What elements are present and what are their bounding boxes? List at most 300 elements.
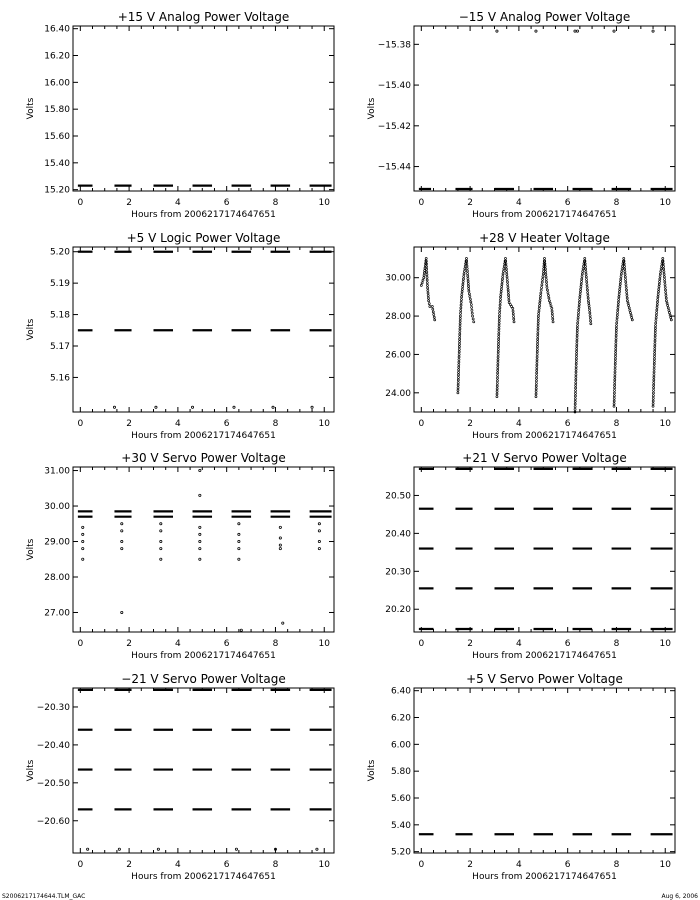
data-point [498, 315, 500, 317]
data-point [670, 317, 672, 319]
data-point [121, 540, 123, 542]
data-point [498, 325, 500, 327]
x-tick-label: 0 [77, 860, 84, 870]
data-series-3 [496, 258, 515, 398]
data-point [535, 385, 537, 387]
data-series-7 [652, 258, 672, 408]
data-point [653, 376, 655, 378]
data-point [240, 629, 242, 631]
y-tick-label: 16.40 [44, 24, 70, 35]
data-point [87, 848, 89, 850]
data-point [199, 494, 201, 496]
x-tick-label: 4 [175, 419, 181, 429]
data-point [501, 278, 503, 280]
data-point [498, 330, 500, 332]
data-point [513, 315, 515, 317]
data-point [587, 292, 589, 294]
data-point [497, 369, 499, 371]
data-point [614, 360, 616, 362]
data-point [82, 558, 84, 560]
data-point [620, 273, 622, 275]
data-point [588, 302, 590, 304]
data-point [121, 611, 123, 613]
x-tick-label: 6 [223, 419, 230, 429]
y-tick-label: −20.40 [36, 740, 70, 751]
data-point [656, 306, 658, 308]
data-point [576, 332, 578, 334]
data-point [670, 319, 672, 321]
data-point [615, 343, 617, 345]
data-point [615, 350, 617, 352]
data-point [545, 278, 547, 280]
data-point [498, 328, 500, 330]
data-point [614, 371, 616, 373]
data-point [460, 304, 462, 306]
x-axis-label: Hours from 2006217174647651 [131, 210, 276, 220]
data-point [657, 293, 659, 295]
data-point [654, 332, 656, 334]
data-point [535, 396, 537, 398]
x-tick-label: 2 [126, 639, 132, 649]
data-point [589, 317, 591, 319]
data-point [666, 302, 668, 304]
data-point [497, 353, 499, 355]
data-point [459, 338, 461, 340]
data-point [657, 291, 659, 293]
data-point [82, 526, 84, 528]
data-point [459, 341, 461, 343]
data-point [537, 318, 539, 320]
data-point [653, 387, 655, 389]
x-axis-label: Hours from 2006217174647651 [131, 651, 276, 661]
y-tick-label: 5.20 [390, 847, 411, 858]
y-axis-label: Volts [26, 759, 36, 782]
data-point [542, 273, 544, 275]
data-point [552, 315, 554, 317]
x-tick-label: 0 [77, 198, 84, 208]
data-point [428, 300, 430, 302]
data-point [660, 270, 662, 272]
data-point [545, 273, 547, 275]
data-series-2 [496, 30, 654, 32]
data-series-4 [535, 258, 554, 398]
data-point [618, 296, 620, 298]
data-point [653, 371, 655, 373]
data-point [318, 548, 320, 550]
data-point [498, 338, 500, 340]
data-point [426, 279, 428, 281]
data-point [584, 265, 586, 267]
data-point [539, 302, 541, 304]
data-point [466, 268, 468, 270]
data-point [496, 396, 498, 398]
data-point [459, 328, 461, 330]
data-point [316, 848, 318, 850]
data-point [589, 315, 591, 317]
data-point [575, 368, 577, 370]
data-point [574, 406, 576, 408]
x-tick-label: 6 [223, 198, 230, 208]
data-point [664, 284, 666, 286]
data-point [655, 317, 657, 319]
data-point [507, 289, 509, 291]
data-point [457, 384, 459, 386]
data-point [546, 289, 548, 291]
data-point [614, 355, 616, 357]
data-point [579, 293, 581, 295]
data-point [536, 348, 538, 350]
data-point [656, 304, 658, 306]
data-point [502, 273, 504, 275]
data-point [630, 314, 632, 316]
x-axis-label: Hours from 2006217174647651 [472, 210, 617, 220]
data-point [576, 350, 578, 352]
data-point [536, 351, 538, 353]
data-point [499, 307, 501, 309]
data-point [587, 294, 589, 296]
data-point [629, 309, 631, 311]
data-point [469, 296, 471, 298]
data-point [616, 314, 618, 316]
data-point [540, 292, 542, 294]
data-point [506, 273, 508, 275]
y-tick-label: 31.00 [44, 466, 70, 477]
y-tick-label: 20.30 [385, 567, 411, 578]
data-point [615, 327, 617, 329]
data-point [539, 297, 541, 299]
data-series-5 [574, 258, 592, 413]
x-tick-label: 0 [418, 639, 425, 649]
data-point [575, 374, 577, 376]
data-point [663, 271, 665, 273]
data-point [626, 297, 628, 299]
data-point [574, 392, 576, 394]
y-tick-label: −15.38 [377, 40, 411, 51]
data-point [501, 286, 503, 288]
data-point [626, 294, 628, 296]
data-point [618, 299, 620, 301]
data-point [626, 300, 628, 302]
data-point [535, 30, 537, 32]
y-tick-label: 30.00 [44, 502, 70, 513]
data-point [614, 366, 616, 368]
data-point [654, 348, 656, 350]
data-point [459, 330, 461, 332]
y-tick-label: 28.00 [385, 312, 411, 323]
data-point [472, 318, 474, 320]
data-point [589, 309, 591, 311]
data-point [614, 358, 616, 360]
data-point [575, 358, 577, 360]
data-series-2 [82, 469, 321, 631]
data-point [457, 374, 459, 376]
data-point [616, 319, 618, 321]
data-point [665, 300, 667, 302]
data-point [665, 294, 667, 296]
y-tick-label: 30.00 [385, 273, 411, 284]
y-tick-label: 5.16 [49, 373, 70, 384]
data-point [574, 398, 576, 400]
data-point [499, 310, 501, 312]
data-point [506, 278, 508, 280]
data-point [579, 291, 581, 293]
data-point [574, 395, 576, 397]
data-point [550, 305, 552, 307]
data-point [615, 345, 617, 347]
data-point [613, 395, 615, 397]
data-point [617, 301, 619, 303]
x-tick-label: 0 [418, 419, 425, 429]
data-point [199, 469, 201, 471]
x-tick-label: 8 [272, 860, 279, 870]
data-point [497, 343, 499, 345]
data-point [82, 548, 84, 550]
data-point [463, 273, 465, 275]
data-point [576, 30, 578, 32]
data-point [496, 382, 498, 384]
plot-frame [414, 26, 675, 191]
data-series-2 [457, 258, 475, 394]
data-point [653, 358, 655, 360]
data-point [505, 268, 507, 270]
data-point [580, 281, 582, 283]
data-point [541, 284, 543, 286]
data-point [657, 299, 659, 301]
data-point [199, 533, 201, 535]
data-point [160, 558, 162, 560]
data-point [574, 400, 576, 402]
data-point [463, 275, 465, 277]
data-point [535, 377, 537, 379]
data-point [542, 278, 544, 280]
x-tick-label: 8 [613, 419, 620, 429]
data-point [318, 540, 320, 542]
data-point [160, 540, 162, 542]
data-point [590, 323, 592, 325]
data-point [613, 30, 615, 32]
chart-title: +5 V Logic Power Voltage [126, 231, 281, 245]
data-point [459, 323, 461, 325]
data-point [586, 286, 588, 288]
plot-frame [73, 467, 334, 632]
data-point [575, 382, 577, 384]
data-point [501, 283, 503, 285]
data-point [536, 361, 538, 363]
data-point [458, 346, 460, 348]
data-point [585, 268, 587, 270]
data-point [584, 260, 586, 262]
x-axis-label: Hours from 2006217174647651 [472, 651, 617, 661]
data-point [499, 301, 501, 303]
y-tick-label: 15.20 [44, 185, 70, 196]
data-point [535, 390, 537, 392]
data-point [461, 293, 463, 295]
data-point [502, 275, 504, 277]
data-point [497, 367, 499, 369]
data-point [617, 312, 619, 314]
data-point [461, 291, 463, 293]
data-point [507, 284, 509, 286]
data-point [118, 848, 120, 850]
data-point [536, 375, 538, 377]
data-point [537, 328, 539, 330]
data-point [628, 307, 630, 309]
x-tick-label: 10 [318, 419, 330, 429]
data-point [547, 294, 549, 296]
data-point [652, 395, 654, 397]
data-point [426, 271, 428, 273]
data-point [618, 291, 620, 293]
x-tick-label: 0 [77, 419, 84, 429]
data-point [432, 311, 434, 313]
data-point [500, 288, 502, 290]
data-point [428, 303, 430, 305]
data-point [536, 364, 538, 366]
data-point [458, 356, 460, 358]
data-point [421, 282, 423, 284]
data-point [457, 389, 459, 391]
data-point [426, 266, 428, 268]
data-point [502, 270, 504, 272]
x-tick-label: 4 [516, 639, 522, 649]
data-point [467, 280, 469, 282]
data-point [496, 388, 498, 390]
data-point [467, 273, 469, 275]
x-tick-label: 6 [564, 419, 571, 429]
data-point [614, 376, 616, 378]
data-point [551, 313, 553, 315]
data-point [613, 397, 615, 399]
data-point [585, 276, 587, 278]
data-point [576, 337, 578, 339]
data-point [660, 268, 662, 270]
data-point [576, 340, 578, 342]
data-point [540, 289, 542, 291]
data-point [586, 289, 588, 291]
data-point [459, 325, 461, 327]
data-point [619, 283, 621, 285]
data-point [547, 292, 549, 294]
data-point [616, 317, 618, 319]
data-point [458, 359, 460, 361]
data-point [589, 312, 591, 314]
data-point [429, 305, 431, 307]
data-point [582, 268, 584, 270]
data-point [318, 523, 320, 525]
data-point [551, 307, 553, 309]
data-point [619, 286, 621, 288]
chart-panel-8 [367, 672, 675, 882]
data-point [615, 353, 617, 355]
data-point [467, 278, 469, 280]
data-point [462, 281, 464, 283]
y-tick-label: 6.00 [390, 740, 411, 751]
data-point [121, 548, 123, 550]
x-tick-label: 6 [564, 860, 571, 870]
data-point [508, 299, 510, 301]
plot-frame [414, 688, 675, 853]
data-point [458, 371, 460, 373]
data-point [544, 260, 546, 262]
data-point [468, 285, 470, 287]
data-point [548, 300, 550, 302]
data-point [471, 309, 473, 311]
data-point [462, 286, 464, 288]
data-point [506, 281, 508, 283]
data-point [552, 318, 554, 320]
data-point [590, 320, 592, 322]
x-tick-label: 6 [564, 639, 571, 649]
data-point [497, 375, 499, 377]
data-point [460, 312, 462, 314]
data-point [504, 258, 506, 260]
data-point [458, 343, 460, 345]
x-tick-label: 4 [175, 639, 181, 649]
data-point [537, 315, 539, 317]
data-point [538, 313, 540, 315]
data-series-1 [78, 511, 332, 516]
data-point [664, 289, 666, 291]
data-point [664, 286, 666, 288]
data-point [541, 287, 543, 289]
x-tick-label: 2 [467, 639, 473, 649]
data-point [466, 265, 468, 267]
data-point [434, 319, 436, 321]
y-tick-label: −20.50 [36, 778, 70, 789]
y-tick-label: 5.20 [49, 247, 70, 258]
x-tick-label: 8 [613, 860, 620, 870]
y-tick-label: 5.80 [390, 767, 411, 778]
data-point [544, 258, 546, 260]
y-tick-label: 6.20 [390, 713, 411, 724]
x-tick-label: 0 [77, 639, 84, 649]
data-point [536, 367, 538, 369]
data-point [616, 322, 618, 324]
data-point [535, 393, 537, 395]
data-point [615, 335, 617, 337]
data-series-1 [78, 252, 332, 331]
data-point [420, 284, 422, 286]
data-point [272, 406, 274, 408]
x-tick-label: 10 [318, 860, 330, 870]
data-point [623, 265, 625, 267]
data-point [615, 337, 617, 339]
data-point [457, 376, 459, 378]
data-point [613, 400, 615, 402]
data-point [654, 355, 656, 357]
data-point [499, 304, 501, 306]
data-point [457, 382, 459, 384]
data-point [586, 284, 588, 286]
data-point [496, 385, 498, 387]
data-point [498, 323, 500, 325]
data-point [577, 314, 579, 316]
data-point [618, 293, 620, 295]
data-point [653, 379, 655, 381]
data-point [279, 544, 281, 546]
data-point [627, 302, 629, 304]
data-point [279, 548, 281, 550]
data-point [497, 351, 499, 353]
data-point [497, 364, 499, 366]
data-point [652, 392, 654, 394]
data-point [617, 309, 619, 311]
data-point [423, 272, 425, 274]
data-point [537, 320, 539, 322]
data-point [548, 297, 550, 299]
y-tick-label: −20.60 [36, 816, 70, 827]
x-tick-label: 10 [659, 198, 671, 208]
